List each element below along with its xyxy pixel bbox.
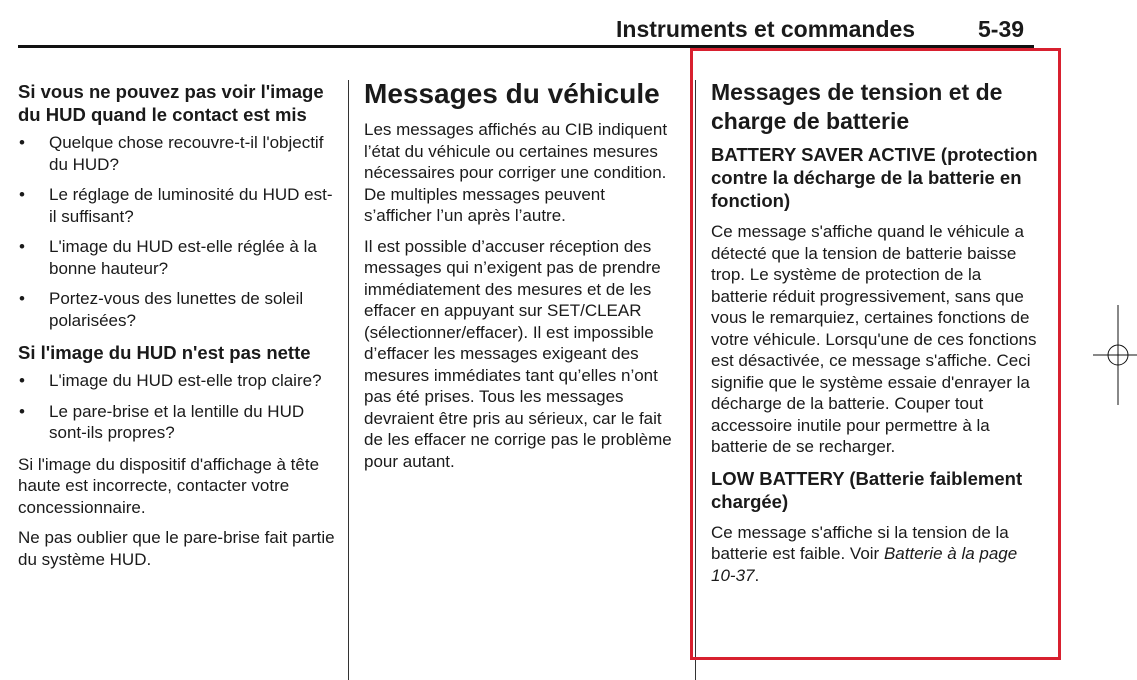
hud-no-image-list — [18, 132, 336, 331]
list-item — [18, 288, 336, 331]
battery-page-reference[interactable]: Batterie à la page 10-37 — [711, 544, 1018, 585]
bullet-icon: • — [19, 289, 25, 308]
hud-blurry-heading: Si l'image du HUD n'est pas nette — [18, 342, 311, 363]
battery-saver-title: BATTERY SAVER ACTIVE (protection contre la décharge de la batterie en fonction) — [711, 144, 1038, 211]
hud-troubleshooting-column — [18, 80, 336, 579]
registration-crosshair-icon — [1093, 305, 1137, 405]
column-divider-left — [348, 80, 349, 680]
list-item — [18, 370, 336, 392]
list-item-text: Portez-vous des lunettes de soleil polarisées? — [49, 289, 304, 330]
bullet-icon: • — [19, 133, 25, 152]
bullet-icon: • — [19, 185, 25, 204]
low-battery-text: Ce message s'affiche si la tension de la batterie est faible. Voir — [711, 522, 1009, 563]
list-item-text: L'image du HUD est-elle réglée à la bonne hauteur? — [49, 237, 317, 278]
list-item — [18, 236, 336, 279]
battery-saver-body: Ce message s'affiche quand le véhicule a détecté que la tension de batterie baisse trop. Le système de protection de la batterie réduit progressivement, sans que vous le remarquiez, certaines fonctions de votre véhicule. Lorsqu'une de ces fonctions est désactivée, ce message s'affiche. Ceci signifie que le système essaie d'enrayer la décharge de la batterie. Couper tout accessoire inutile pour permettre à la batterie de se recharger. — [711, 222, 1037, 456]
bullet-icon: • — [19, 371, 25, 390]
vehicle-messages-column — [364, 78, 676, 481]
hud-blurry-list — [18, 370, 336, 444]
vehicle-messages-acknowledge: Il est possible d’accuser réception des messages qui n’exigent pas de prendre immédiatement des mesures et de les effacer en appuyant sur SET/CLEAR (sélectionner/effacer). Il est impossible d’effacer les messages exigeant des mesures immédiates tant qu’elles n’ont pas été prises. Tous les messages devraient être pris au sérieux, car le fait de les effacer ne corrige pas le problème pour autant. — [364, 236, 672, 471]
low-battery-body — [711, 522, 1041, 587]
hud-windshield-paragraph: Ne pas oublier que le pare-brise fait partie du système HUD. — [18, 528, 335, 569]
list-item — [18, 401, 336, 444]
battery-messages-column — [711, 78, 1041, 595]
vehicle-messages-heading: Messages du véhicule — [364, 78, 660, 109]
hud-no-image-heading: Si vous ne pouvez pas voir l'image du HUD quand le contact est mis — [18, 81, 324, 125]
section-title: Instruments et commandes — [616, 16, 916, 42]
hud-dealer-paragraph: Si l'image du dispositif d'affichage à tête haute est incorrecte, contacter votre concessionnaire. — [18, 454, 320, 517]
bullet-icon: • — [19, 401, 25, 421]
list-item — [18, 132, 336, 175]
list-item — [18, 184, 336, 227]
battery-messages-heading: Messages de tension et de charge de batterie — [711, 79, 1003, 134]
bullet-icon: • — [19, 237, 25, 256]
low-battery-period: . — [754, 565, 760, 585]
low-battery-title: LOW BATTERY (Batterie faiblement chargée) — [711, 467, 1023, 512]
page-number: 5-39 — [978, 16, 1025, 42]
list-item-text: Le pare-brise et la lentille du HUD sont-ils propres? — [49, 401, 305, 442]
list-item-text: Le réglage de luminosité du HUD est-il suffisant? — [49, 185, 333, 226]
list-item-text: Quelque chose recouvre-t-il l'objectif du HUD? — [49, 133, 324, 174]
vehicle-messages-intro: Les messages affichés au CIB indiquent l’état du véhicule ou certaines mesures nécessaires pour corriger une condition. De multiples messages peuvent s’afficher l’un après l’autre. — [364, 120, 668, 225]
list-item-text: L'image du HUD est-elle trop claire? — [49, 371, 322, 390]
